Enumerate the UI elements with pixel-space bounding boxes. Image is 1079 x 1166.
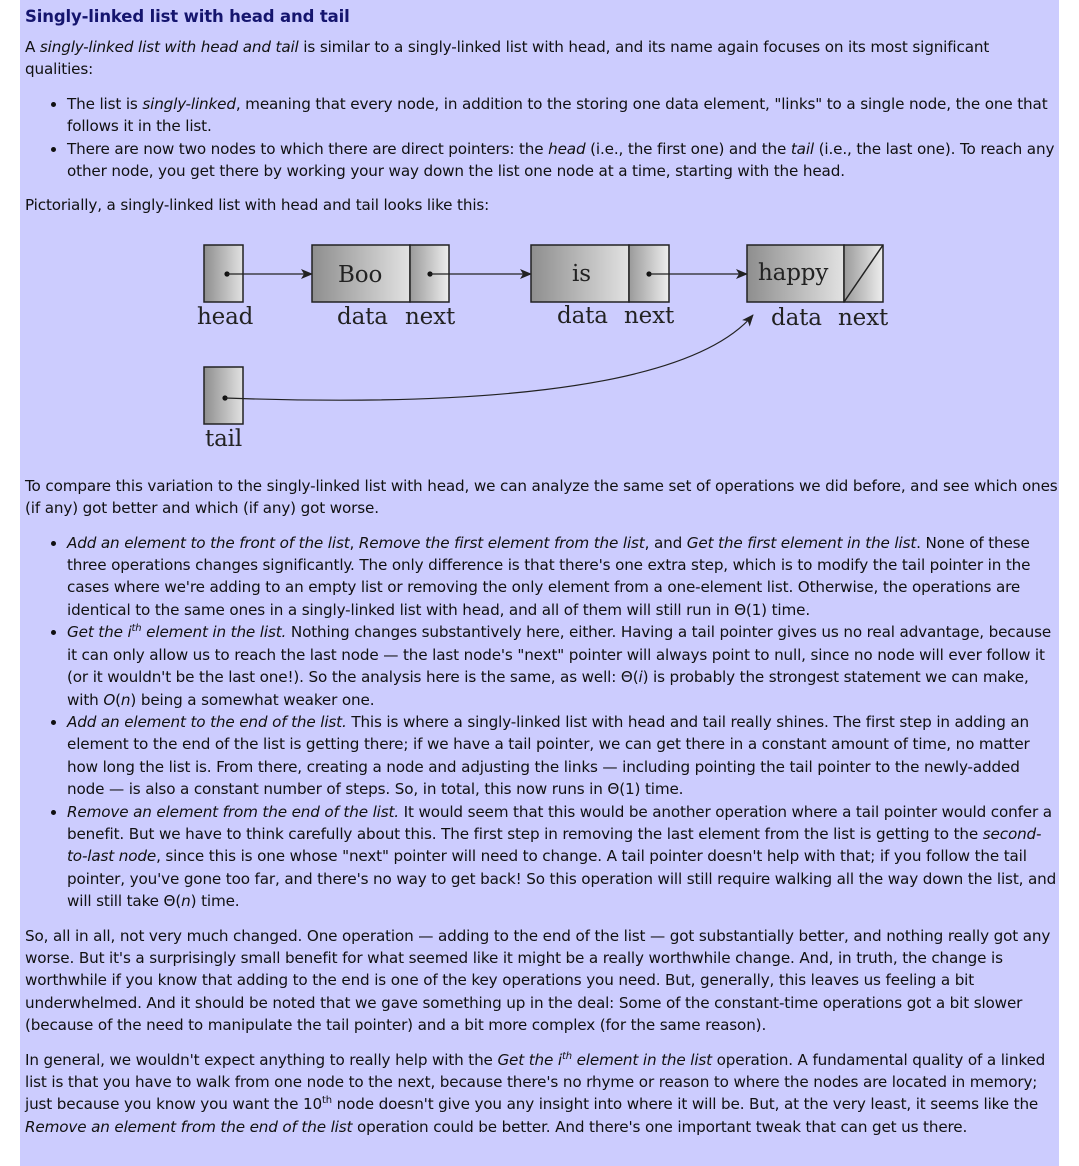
qualities-list [25,93,1059,183]
quality-term: singly-linked [142,94,236,113]
general-term-part: element in the list [571,1050,712,1069]
compare-paragraph: To compare this variation to the singly-linked list with head, we can analyze the same set of operations we did before, and see which ones (if any) got better and which (if any) got worse. [25,476,1058,518]
quality-item-singly-linked [67,93,1059,138]
diagram-svg [25,217,1055,475]
general-term: Remove an element from the end of the list [25,1117,353,1136]
op-text: , and [644,533,687,552]
tail-label: tail [205,425,243,452]
op-text: . None of these three operations changes significantly. The only difference is that there's one extra step, which is to modify the tail pointer in the cases where we're adding to an empty list or removing the only element from a one-element list. Otherwise, the operations are identical to the same ones in a singly-linked list with head, and all of them will still run in Θ(1) time. [67,533,1031,619]
operation-item-get-ith [67,621,1059,711]
general-text: node doesn't give you any insight into where it will be. But, at the very least, it seems like the [331,1095,1039,1114]
op-term: Add an element to the front of the list [67,533,350,552]
node1-data-value: Boo [338,261,383,288]
quality-term-tail: tail [790,139,814,158]
article [20,0,1059,1166]
op-term: second-to-last node [67,824,1042,866]
operations-list [25,532,1059,913]
op-text: , [349,533,359,552]
general-term [497,1051,712,1069]
op-text: It would seem that this would be another operation where a tail pointer would confer a benefit. But we have to think carefully about this. The first step in removing the last element from the list is getting to the [67,802,1052,843]
op-term [67,623,286,641]
tail-pointer-box [204,367,243,424]
section-heading: Singly-linked list with head and tail [25,7,350,26]
op-term: Get the first element in the list [686,533,917,552]
general-paragraph [25,1049,1059,1139]
op-text: Nothing changes substantively here, either. Having a tail pointer gives us no real advantage, because it can only allow us to reach the last node — the last node's "next" pointer will always point to null, since no node will ever follow it (or it wouldn't be the last one!). So the analysis here is the same, as well: Θ( [67,623,1052,687]
intro-term: singly-linked list with head and tail [39,38,299,56]
op-text: ) is probably the strongest statement we can make, with [67,668,1029,709]
node1-data-label: data [337,303,388,330]
general-text: operation could be better. And there's one important tweak that can get us there. [352,1117,968,1136]
node1-next-label: next [405,303,456,330]
op-term-part: Get the i [67,623,132,642]
op-var: i [638,668,643,687]
op-text: ( [115,690,121,709]
op-term-part: element in the list. [141,623,287,642]
op-var: n [181,892,191,911]
op-term: Add an element to the end of the list. [67,712,347,731]
general-text: In general, we wouldn't expect anything to really help with the [25,1050,498,1069]
op-term: Remove an element from the end of the list. [67,802,399,821]
intro-article: A [25,38,40,56]
intro-paragraph [25,36,1059,81]
general-sup: th [321,1095,332,1107]
operation-item-remove-end [67,801,1059,913]
node3-next-label: next [838,304,889,331]
op-text: , since this is one whose "next" pointer will need to change. A tail pointer doesn't help with that; if you follow the tail pointer, you've gone too far, and there's no way to get back! So this operation will still require walking all the way down the list, and will still take Θ( [67,847,1057,911]
general-term-part: Get the i [497,1050,562,1069]
op-var: n [120,690,131,709]
quality-text: (i.e., the first one) and the [585,139,791,158]
quality-term-head: head [548,139,586,158]
op-term: Remove the first element from the list [358,533,645,552]
operation-item-add-end [67,711,1059,801]
quality-text: The list is [67,94,143,113]
op-text: This is where a singly-linked list with head and tail really shines. The first step in adding an element to the end of the list is getting there; if we have a tail pointer, we can get there in a constant amount of time, no matter how long the list is. From there, creating a node and adjusting the links — including pointing the tail pointer to the newly-added node — is also a constant number of steps. So, in total, this now runs in Θ(1) time. [67,712,1030,799]
op-text: ) time. [190,892,240,911]
node2-data-label: data [557,302,608,329]
quality-text: , meaning that every node, in addition to the storing one data element, "links" to a single node, the one that follows it in the list. [67,94,1048,136]
quality-text: (i.e., the last one). To reach any other node, you get there by working your way down the list one node at a time, starting with the head. [67,139,1055,181]
quality-item-pointers [67,138,1059,183]
head-label: head [197,303,254,330]
quality-text: There are now two nodes to which there are direct pointers: the [67,139,549,158]
op-text: ) being a somewhat weaker one. [130,690,375,709]
node3-data-label: data [771,304,822,331]
op-var: O [103,690,116,709]
intro-text: is similar to a singly-linked list with head, and its name again focuses on its most significant qualities: [25,38,990,79]
node2-data-value: is [572,260,591,287]
general-text: operation. A fundamental quality of a linked list is that you have to walk from one node to the next, because there's no rhyme or reason to where the nodes are located in memory; just because you know you want the 10 [25,1050,1046,1114]
operation-item-front [67,532,1059,622]
general-term-sup: th [561,1050,572,1062]
node3-data-value: happy [758,259,829,286]
pictorially-paragraph: Pictorially, a singly-linked list with head and tail looks like this: [25,196,490,215]
summary-paragraph: So, all in all, not very much changed. One operation — adding to the end of the list — got substantially better, and nothing really got any worse. But it's a surprisingly small benefit for what seemed like it might be a really worthwhile change. And, in truth, the change is worthwhile if you know that adding to the end is one of the key operations you need. But, generally, this leaves us feeling a bit underwhelmed. And it should be noted that we gave something up in the deal: Some of the constant-time operations got a bit slower (because of the need to manipulate the tail pointer) and a bit more complex (for the same reason). [25,926,1051,1035]
op-term-sup: th [131,623,142,635]
node2-next-label: next [624,302,675,329]
linked-list-diagram [25,217,1055,475]
